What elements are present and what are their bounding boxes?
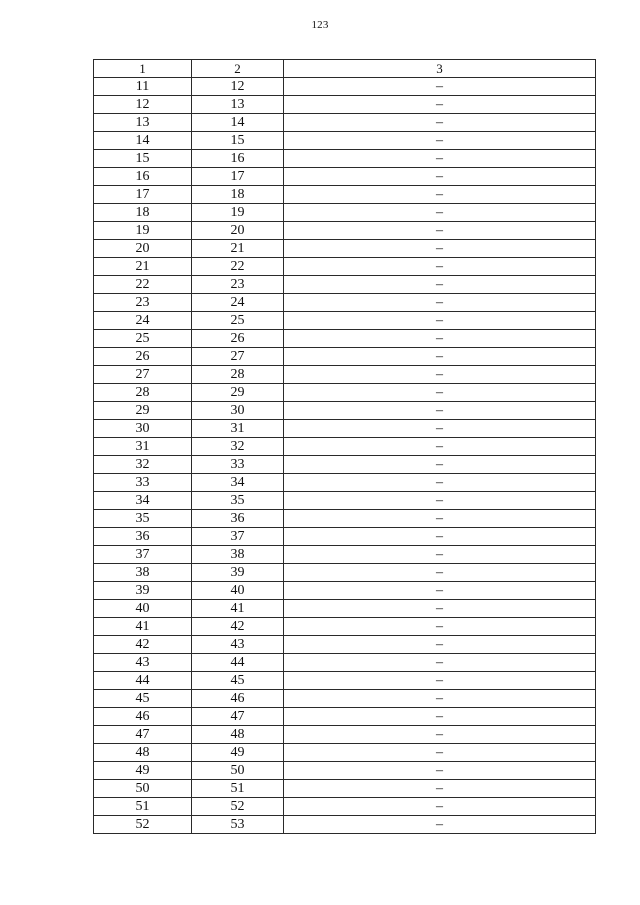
table-cell: 39 — [192, 564, 284, 582]
table-cell: – — [284, 96, 596, 114]
table-cell: 15 — [94, 150, 192, 168]
table-cell: 30 — [192, 402, 284, 420]
column-header: 2 — [192, 60, 284, 78]
table-cell: 37 — [94, 546, 192, 564]
table-cell: – — [284, 672, 596, 690]
table-cell: 47 — [94, 726, 192, 744]
table-cell: 18 — [94, 204, 192, 222]
table-cell: 12 — [192, 78, 284, 96]
table-cell: – — [284, 582, 596, 600]
table-cell: 14 — [94, 132, 192, 150]
table-cell: 29 — [192, 384, 284, 402]
table-cell: 18 — [192, 186, 284, 204]
table-cell: 45 — [192, 672, 284, 690]
table-cell: – — [284, 150, 596, 168]
table-cell: – — [284, 780, 596, 798]
table-cell: – — [284, 636, 596, 654]
table-cell: – — [284, 618, 596, 636]
table-cell: 26 — [192, 330, 284, 348]
table-row — [94, 636, 596, 654]
table-cell: – — [284, 510, 596, 528]
table-cell: – — [284, 114, 596, 132]
table-cell: 44 — [94, 672, 192, 690]
table-cell: 35 — [192, 492, 284, 510]
table-cell: – — [284, 348, 596, 366]
column-header: 1 — [94, 60, 192, 78]
table-cell: 46 — [192, 690, 284, 708]
page-number: 123 — [311, 19, 329, 31]
table-row — [94, 798, 596, 816]
table-cell: – — [284, 456, 596, 474]
table-row — [94, 330, 596, 348]
table-row — [94, 474, 596, 492]
table-cell: 36 — [192, 510, 284, 528]
table-cell: – — [284, 492, 596, 510]
table-cell: 27 — [94, 366, 192, 384]
table-row — [94, 456, 596, 474]
table-cell: 49 — [94, 762, 192, 780]
data-table — [93, 59, 596, 834]
table-row — [94, 132, 596, 150]
table-cell: 52 — [192, 798, 284, 816]
table-cell: 23 — [192, 276, 284, 294]
table-cell: 48 — [94, 744, 192, 762]
table-row — [94, 294, 596, 312]
table-cell: 39 — [94, 582, 192, 600]
table-row — [94, 582, 596, 600]
table-row — [94, 348, 596, 366]
table-cell: – — [284, 762, 596, 780]
table-cell: 49 — [192, 744, 284, 762]
table-cell: 41 — [94, 618, 192, 636]
table-row — [94, 528, 596, 546]
table-cell: 31 — [192, 420, 284, 438]
table-cell: 14 — [192, 114, 284, 132]
table-row — [94, 240, 596, 258]
table-cell: – — [284, 816, 596, 834]
table-row — [94, 618, 596, 636]
table-cell: 13 — [192, 96, 284, 114]
table-cell: 21 — [192, 240, 284, 258]
table-cell: – — [284, 708, 596, 726]
table-cell: – — [284, 366, 596, 384]
table-row — [94, 690, 596, 708]
table-row — [94, 780, 596, 798]
table-row — [94, 312, 596, 330]
table-cell: 42 — [94, 636, 192, 654]
table-row — [94, 654, 596, 672]
table-cell: 42 — [192, 618, 284, 636]
table-cell: – — [284, 690, 596, 708]
table-row — [94, 222, 596, 240]
table-cell: 15 — [192, 132, 284, 150]
table-cell: 51 — [192, 780, 284, 798]
table-cell: 23 — [94, 294, 192, 312]
table-cell: 46 — [94, 708, 192, 726]
table-cell: 27 — [192, 348, 284, 366]
table-cell: – — [284, 258, 596, 276]
table-cell: 31 — [94, 438, 192, 456]
table-cell: 17 — [94, 186, 192, 204]
table-row — [94, 204, 596, 222]
table-cell: 12 — [94, 96, 192, 114]
table-row — [94, 510, 596, 528]
table-cell: 40 — [94, 600, 192, 618]
table-cell: 22 — [192, 258, 284, 276]
table-row — [94, 564, 596, 582]
table-row — [94, 150, 596, 168]
table-cell: – — [284, 528, 596, 546]
table-cell: 21 — [94, 258, 192, 276]
table-cell: – — [284, 744, 596, 762]
table-cell: 38 — [192, 546, 284, 564]
table-cell: 25 — [192, 312, 284, 330]
table-cell: 19 — [94, 222, 192, 240]
table-body — [94, 60, 596, 834]
table-cell: – — [284, 402, 596, 420]
table-cell: 43 — [192, 636, 284, 654]
table-cell: 53 — [192, 816, 284, 834]
table-cell: – — [284, 204, 596, 222]
table-cell: 37 — [192, 528, 284, 546]
table-row — [94, 420, 596, 438]
table-cell: 17 — [192, 168, 284, 186]
table-cell: 34 — [192, 474, 284, 492]
table-cell: – — [284, 438, 596, 456]
table-cell: – — [284, 726, 596, 744]
table-cell: 26 — [94, 348, 192, 366]
table-cell: 48 — [192, 726, 284, 744]
table-cell: 25 — [94, 330, 192, 348]
table-cell: 24 — [192, 294, 284, 312]
table-cell: – — [284, 546, 596, 564]
table-cell: – — [284, 168, 596, 186]
table-cell: – — [284, 798, 596, 816]
table-row — [94, 438, 596, 456]
table-cell: 50 — [94, 780, 192, 798]
table-cell: 19 — [192, 204, 284, 222]
column-header: 3 — [284, 60, 596, 78]
table-cell: – — [284, 312, 596, 330]
table-cell: – — [284, 600, 596, 618]
table-cell: 52 — [94, 816, 192, 834]
table-row — [94, 186, 596, 204]
table-cell: 28 — [192, 366, 284, 384]
table-row — [94, 726, 596, 744]
table-row — [94, 546, 596, 564]
table-cell: 16 — [192, 150, 284, 168]
table-row — [94, 672, 596, 690]
table-cell: 24 — [94, 312, 192, 330]
table-cell: – — [284, 384, 596, 402]
table-cell: 50 — [192, 762, 284, 780]
table-cell: 35 — [94, 510, 192, 528]
table-cell: – — [284, 654, 596, 672]
table-row — [94, 78, 596, 96]
table-cell: 13 — [94, 114, 192, 132]
table-cell: – — [284, 132, 596, 150]
table-cell: – — [284, 474, 596, 492]
table-cell: 20 — [94, 240, 192, 258]
table-cell: – — [284, 330, 596, 348]
table-cell: – — [284, 78, 596, 96]
table-row — [94, 366, 596, 384]
table-row — [94, 402, 596, 420]
table-cell: 40 — [192, 582, 284, 600]
table-cell: 33 — [192, 456, 284, 474]
table-cell: 30 — [94, 420, 192, 438]
table-row — [94, 744, 596, 762]
table-cell: 16 — [94, 168, 192, 186]
table-cell: – — [284, 564, 596, 582]
table-cell: – — [284, 276, 596, 294]
table-row — [94, 168, 596, 186]
table-cell: 32 — [94, 456, 192, 474]
table-row — [94, 258, 596, 276]
table-header-row — [94, 60, 596, 78]
table-cell: 28 — [94, 384, 192, 402]
table-row — [94, 96, 596, 114]
table-cell: – — [284, 186, 596, 204]
table-cell: 29 — [94, 402, 192, 420]
table-cell: – — [284, 222, 596, 240]
table-row — [94, 816, 596, 834]
table-cell: 20 — [192, 222, 284, 240]
table-cell: 11 — [94, 78, 192, 96]
table-cell: 41 — [192, 600, 284, 618]
table-cell: – — [284, 294, 596, 312]
table-row — [94, 384, 596, 402]
table-cell: 45 — [94, 690, 192, 708]
table-cell: 32 — [192, 438, 284, 456]
table-row — [94, 114, 596, 132]
table-row — [94, 762, 596, 780]
table-cell: – — [284, 420, 596, 438]
table-row — [94, 708, 596, 726]
table-cell: 36 — [94, 528, 192, 546]
table-cell: 51 — [94, 798, 192, 816]
table-cell: 38 — [94, 564, 192, 582]
table-row — [94, 600, 596, 618]
table-cell: 43 — [94, 654, 192, 672]
table-cell: 33 — [94, 474, 192, 492]
table-cell: 34 — [94, 492, 192, 510]
table-cell: 22 — [94, 276, 192, 294]
table-cell: 44 — [192, 654, 284, 672]
table-cell: – — [284, 240, 596, 258]
table-row — [94, 276, 596, 294]
table-row — [94, 492, 596, 510]
table-cell: 47 — [192, 708, 284, 726]
